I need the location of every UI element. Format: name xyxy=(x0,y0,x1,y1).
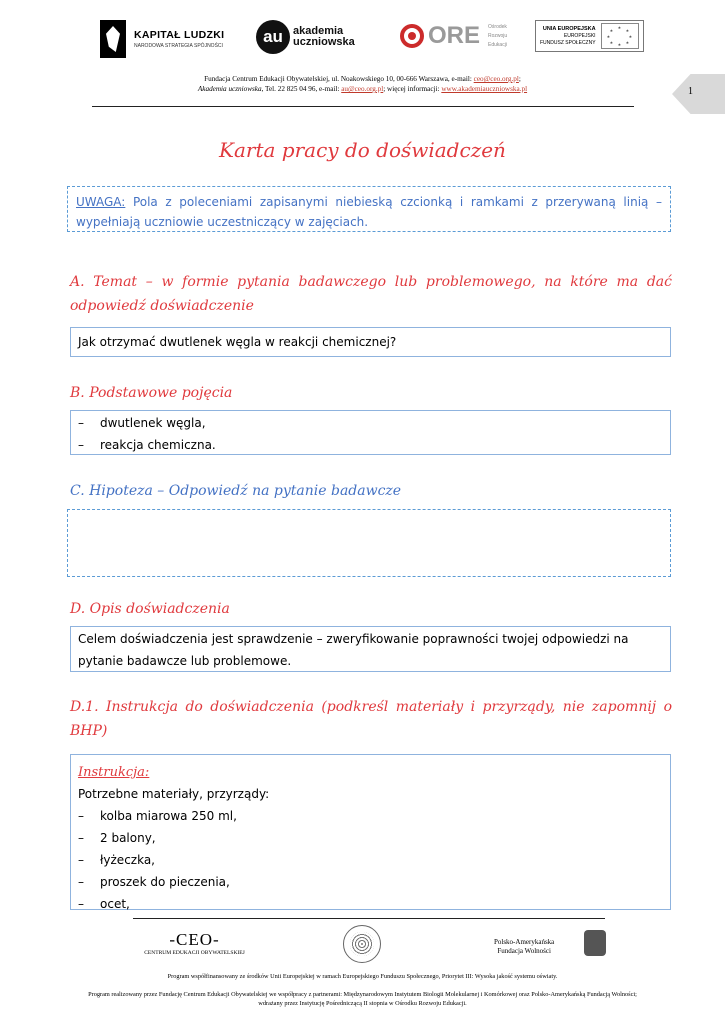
list-item xyxy=(78,412,663,434)
ore-sub1: Ośrodek xyxy=(488,23,507,30)
list-item xyxy=(78,849,663,871)
list-item xyxy=(78,434,663,456)
eu-sub1: EUROPEJSKI xyxy=(563,32,596,39)
ore-sub3: Edukacji xyxy=(488,41,507,48)
footer-divider xyxy=(133,918,605,919)
instruction-intro: Potrzebne materiały, przyrządy: xyxy=(78,787,270,801)
section-a-answer-box xyxy=(70,327,671,357)
ceo-email-link[interactable]: ceo@ceo.org.pl xyxy=(473,75,519,83)
section-a-heading: A. Temat – w formie pytania badawczego lub problemowego, na które ma dać odpowiedź doświadczenie xyxy=(70,274,672,314)
kapital-ludzki-title: KAPITAŁ LUDZKI xyxy=(134,29,225,41)
list-item-text: proszek do pieczenia, xyxy=(100,875,230,889)
list-dash: – xyxy=(78,416,84,430)
page-number: 1 xyxy=(688,86,693,97)
header-divider xyxy=(92,106,634,107)
akademia-au-icon: au xyxy=(256,20,290,54)
address-text-2: , Tel. 22 825 04 96, e-mail: xyxy=(261,85,342,93)
address-mid-2: ; więcej informacji: xyxy=(383,85,442,93)
section-b-box xyxy=(70,410,671,455)
list-item-text: dwutlenek węgla, xyxy=(100,416,206,430)
kapital-ludzki-logo xyxy=(100,20,224,58)
list-item-text: łyżeczka, xyxy=(100,853,155,867)
list-dash: – xyxy=(78,809,84,823)
address-italic: Akademia uczniowska xyxy=(197,85,262,93)
eu-flag-icon: ★ ★ ★ ★ ★ ★ ★ ★ xyxy=(601,23,639,49)
address-line-1 xyxy=(90,75,635,83)
section-c-heading: C. Hipoteza – Odpowiedź na pytanie badawcze xyxy=(70,483,402,499)
paw-line1: Polsko-Amerykańska xyxy=(494,938,555,946)
address-end-1: ; xyxy=(518,75,521,83)
footer-text-2: Program realizowany przez Fundację Centrum Edukacji Obywatelskiej we współpracy z partnerami: Międzynarodowym Instytutem Biologii Molekularnej i Komórkowej oraz Polsko-Amerykańską Fundacją Wolności; xyxy=(88,991,637,998)
list-dash: – xyxy=(78,831,84,845)
instruction-label: Instrukcja: xyxy=(78,765,150,780)
list-dash: – xyxy=(78,897,84,911)
kapital-ludzki-icon xyxy=(100,20,126,58)
notice-box xyxy=(67,186,671,232)
list-item xyxy=(78,827,663,849)
list-dash: – xyxy=(78,853,84,867)
notice-label: UWAGA: xyxy=(76,195,126,209)
list-item-text: reakcja chemiczna. xyxy=(100,438,216,452)
section-d-box xyxy=(70,626,671,672)
list-item-text: 2 balony, xyxy=(100,831,156,845)
footer-text-3: wdrażany przez Instytucję Pośredniczącą II stopnia w Ośrodku Rozwoju Edukacji. xyxy=(258,1000,467,1007)
section-d-text: Celem doświadczenia jest sprawdzenie – zweryfikowanie poprawności twojej odpowiedzi na pytanie badawcze lub problemowe. xyxy=(78,632,629,668)
akademia-uczniowska-logo xyxy=(256,20,355,54)
ceo-logo-subtitle: CENTRUM EDUKACJI OBYWATELSKIEJ xyxy=(144,950,245,956)
akademia-line1: akademia xyxy=(293,25,344,37)
website-link[interactable]: www.akademiauczniowska.pl xyxy=(441,85,528,93)
notice-text: Pola z poleceniami zapisanymi niebieską czcionką i ramkami z przerywaną linią – wypełniają uczniowie uczestniczący w zajęciach. xyxy=(76,195,662,229)
section-d1-heading: D.1. Instrukcja do doświadczenia (podkreśl materiały i przyrządy, nie zapomnij o BHP) xyxy=(70,699,672,739)
eu-sub2: FUNDUSZ SPOŁECZNY xyxy=(540,39,596,46)
ore-circle-icon xyxy=(400,24,424,48)
address-line-2 xyxy=(90,85,635,93)
institute-seal-icon xyxy=(343,925,381,963)
ceo-logo-text: -CEO- xyxy=(169,930,220,949)
eu-logo xyxy=(535,20,644,52)
hypothesis-answer-field[interactable] xyxy=(67,509,671,577)
page-title: Karta pracy do doświadczeń xyxy=(219,138,506,162)
section-b-heading: B. Podstawowe pojęcia xyxy=(70,385,233,401)
list-item xyxy=(78,893,663,915)
page-number-tab xyxy=(672,74,725,114)
au-email-link[interactable]: au@ceo.org.pl xyxy=(341,85,384,93)
ore-text: ORE xyxy=(428,22,481,49)
list-item xyxy=(78,871,663,893)
ore-logo xyxy=(400,22,507,50)
list-item-text: kolba miarowa 250 ml, xyxy=(100,809,237,823)
ore-sub2: Rozwoju xyxy=(488,32,508,39)
paw-emblem-icon xyxy=(584,930,606,956)
list-dash: – xyxy=(78,438,84,452)
ceo-logo xyxy=(132,930,257,956)
section-a-answer: Jak otrzymać dwutlenek węgla w reakcji chemicznej? xyxy=(78,335,397,349)
list-dash: – xyxy=(78,875,84,889)
paw-line2: Fundacja Wolności xyxy=(497,947,551,955)
kapital-ludzki-subtitle: NARODOWA STRATEGIA SPÓJNOŚCI xyxy=(134,43,223,49)
list-item xyxy=(78,805,663,827)
section-d-heading: D. Opis doświadczenia xyxy=(70,601,230,617)
eu-title: UNIA EUROPEJSKA xyxy=(542,25,596,32)
section-d1-box xyxy=(70,754,671,910)
footer-text-1: Program współfinansowany ze środków Unii Europejskiej w ramach Europejskiego Funduszu Społecznego, Priorytet III: Wysoka jakość systemu oświaty. xyxy=(167,973,558,980)
akademia-line2: uczniowska xyxy=(293,36,355,48)
list-item-text: ocet, xyxy=(100,897,130,911)
header-logos xyxy=(92,14,652,64)
paw-logo xyxy=(494,938,554,956)
address-text-1: Fundacja Centrum Edukacji Obywatelskiej, ul. Noakowskiego 10, 00-666 Warszawa, e-mail: xyxy=(204,75,474,83)
